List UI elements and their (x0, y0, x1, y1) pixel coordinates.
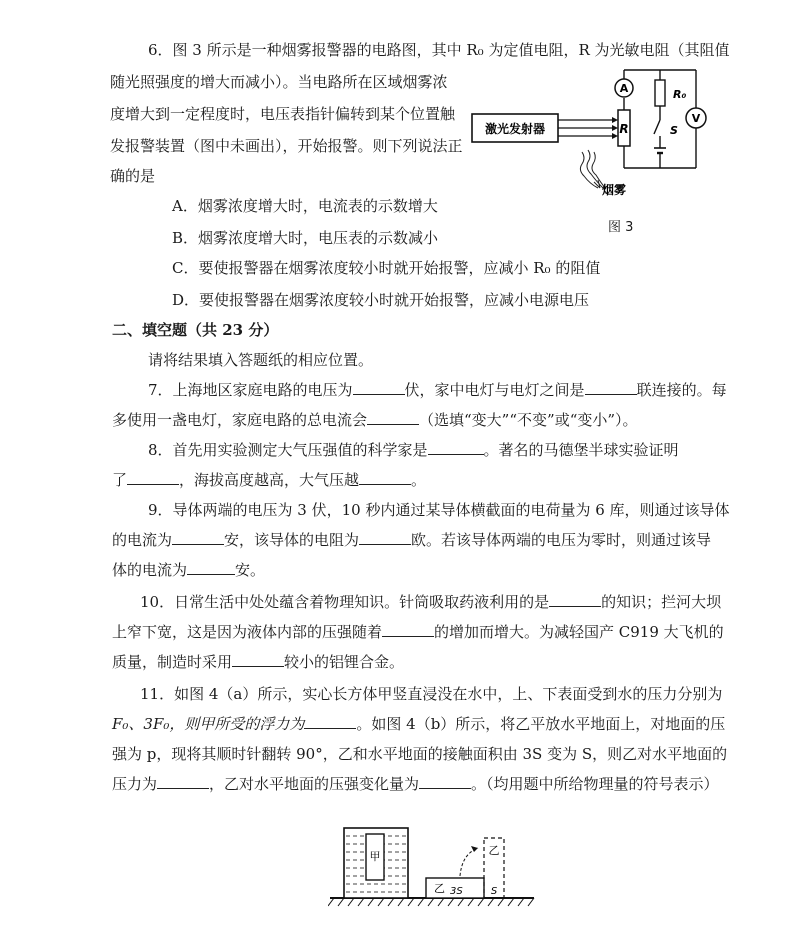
q8-blank-1[interactable] (428, 440, 484, 455)
q6-line-4: 发报警装置（图中未画出），开始报警。则下列说法正 (110, 137, 463, 155)
svg-text:R₀: R₀ (673, 88, 687, 101)
q6-option-d: D．要使报警器在烟雾浓度较小时就开始报警，应减小电源电压 (172, 291, 590, 309)
q6-line-5: 确的是 (110, 167, 156, 185)
q8-line-2: 了 ，海拔高度越高，大气压越 。 (112, 471, 427, 489)
switch-s (654, 120, 660, 134)
q6-line-1: 6．图 3 所示是一种烟雾报警器的电路图，其中 R₀ 为定值电阻，R 为光敏电阻（其阻值 (148, 41, 730, 59)
section-2-heading: 二、填空题（共 23 分） (112, 321, 279, 339)
figure-3-circuit (470, 62, 715, 235)
q8-blank-3[interactable] (359, 470, 411, 485)
q10-blank-3[interactable] (232, 652, 284, 667)
figure-4-diagram (328, 826, 538, 938)
q7-line-2: 多使用一盏电灯，家庭电路的总电流会 （选填“变大”“不变”或“变小”）。 (112, 411, 638, 429)
q9-blank-1[interactable] (172, 530, 224, 545)
circuit-diagram (470, 62, 715, 232)
q10-line-2: 上窄下宽，这是因为液体内部的压强随着 的增加而增大。为减轻国产 C919 大飞机的 (112, 623, 724, 641)
q11-blank-1[interactable] (304, 714, 356, 729)
smoke-label: 烟雾 (602, 183, 627, 197)
figure-4 (328, 826, 538, 938)
q11-line-3: 强为 p，现将其顺时针翻转 90°，乙和水平地面的接触面积由 3S 变为 S，则乙对水平地面的 (112, 745, 728, 763)
q11-line-4: 压力为 ，乙对水平地面的压强变化量为 。（均用题中所给物理量的符号表示） (112, 775, 719, 793)
q6-option-c: C．要使报警器在烟雾浓度较小时就开始报警，应减小 R₀ 的阻值 (172, 259, 601, 277)
section-2-instruction: 请将结果填入答题纸的相应位置。 (148, 351, 374, 369)
svg-text:3S: 3S (450, 886, 463, 897)
q11-line-2: F₀、3F₀，则甲所受的浮力为 。如图 4（b）所示，将乙平放水平地面上，对地面的压 (112, 715, 726, 733)
q7-blank-2[interactable] (585, 380, 637, 395)
q8-line-1: 8．首先用实验测定大气压强值的科学家是 。著名的马德堡半球实验证明 (148, 441, 679, 459)
svg-text:甲: 甲 (369, 850, 381, 863)
q11-line-1: 11．如图 4（a）所示，实心长方体甲竖直浸没在水中，上、下表面受到水的压力分别为 (140, 685, 723, 703)
q9-blank-3[interactable] (187, 560, 235, 575)
q10-blank-1[interactable] (549, 592, 601, 607)
q6-option-a: A．烟雾浓度增大时，电流表的示数增大 (172, 197, 438, 215)
q11-blank-2[interactable] (157, 774, 209, 789)
rotate-arrow-icon (460, 848, 478, 876)
q7-line-1: 7．上海地区家庭电路的电压为 伏，家中电灯与电灯之间是 联连接的。每 (148, 381, 727, 399)
q7-blank-1[interactable] (353, 380, 405, 395)
q6-line-2: 随光照强度的增大而减小）。当电路所在区域烟雾浓 (110, 73, 448, 91)
q9-blank-2[interactable] (359, 530, 411, 545)
q6-option-b: B．烟雾浓度增大时，电压表的示数减小 (172, 229, 439, 247)
q10-line-3: 质量，制造时采用 较小的铝锂合金。 (112, 653, 405, 671)
svg-text:S: S (670, 124, 678, 137)
q9-line-3: 体的电流为 安。 (112, 561, 266, 579)
q10-line-1: 10．日常生活中处处蕴含着物理知识。针筒吸取药液利用的是 的知识；拦河大坝 (140, 593, 722, 611)
q11-blank-3[interactable] (419, 774, 471, 789)
svg-text:V: V (691, 112, 701, 125)
q8-blank-2[interactable] (127, 470, 179, 485)
svg-text:A: A (619, 82, 629, 95)
q7-blank-3[interactable] (367, 410, 419, 425)
svg-text:S: S (490, 886, 498, 897)
laser-label: 激光发射器 (484, 122, 546, 136)
resistor-r0 (655, 80, 665, 106)
q6-line-3: 度增大到一定程度时，电压表指针偏转到某个位置触 (110, 105, 456, 123)
svg-text:R: R (619, 122, 629, 136)
figure-3-caption: 图 3 (608, 220, 634, 235)
svg-text:乙: 乙 (434, 882, 445, 895)
q9-line-1: 9．导体两端的电压为 3 伏，10 秒内通过某导体横截面的电荷量为 6 库，则通过该导体 (148, 501, 730, 519)
q9-line-2: 的电流为 安，该导体的电阻为 欧。若该导体两端的电压为零时，则通过该导 (112, 531, 712, 549)
svg-text:乙: 乙 (488, 844, 500, 857)
q10-blank-2[interactable] (382, 622, 434, 637)
